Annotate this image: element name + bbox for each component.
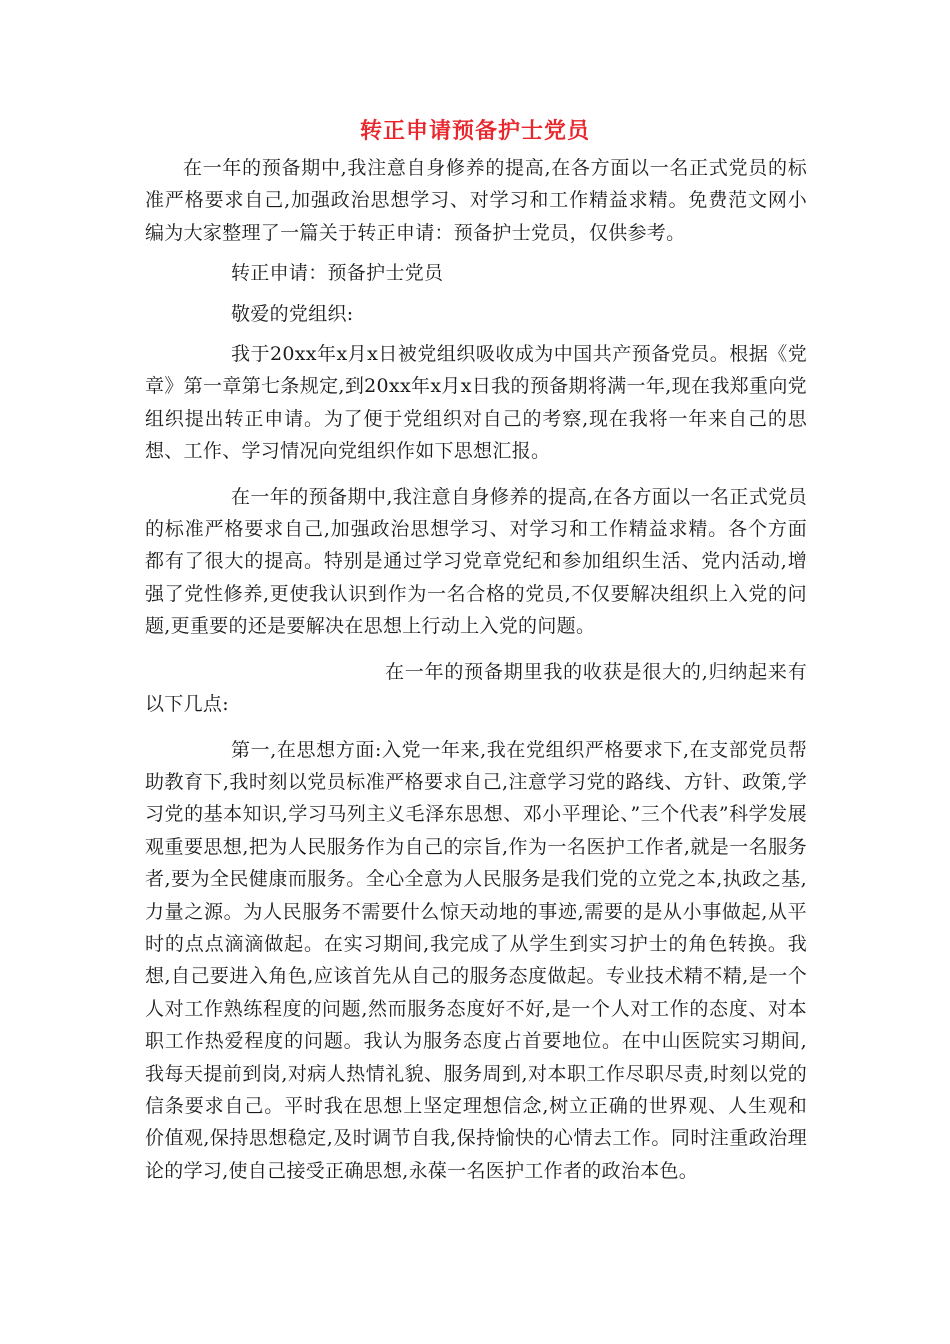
intro-paragraph: 在一年的预备期中,我注意自身修养的提高,在各方面以一名正式党员的标准严格要求自己,加强政治思想学习、对学习和工作精益求精。免费范文网小编为大家整理了一篇关于转正申请：预备护士党员，仅供参考。 [145,157,807,244]
body-paragraph: 我于20xx年x月x日被党组织吸收成为中国共产预备党员。根据《党章》第一章第七条规定,到20xx年x月x日我的预备期将满一年,现在我郑重向党组织提出转正申请。为了便于党组织对自己的考察,现在我将一年来自己的思想、工作、学习情况向党组织作如下思想汇报。 [145,343,807,463]
body-paragraph: 在一年的预备期里我的收获是很大的,归纳起来有以下几点: [145,660,807,716]
subtitle-line: 转正申请：预备护士党员 [231,262,444,285]
body-paragraph: 第一,在思想方面:入党一年来,我在党组织严格要求下,在支部党员帮助教育下,我时刻以党员标准严格要求自己,注意学习党的路线、方针、政策,学习党的基本知识,学习马列主义毛泽东思想、邓小平理论、”三个代表”科学发展观重要思想,把为人民服务作为自己的宗旨,作为一名医护工作者,就是一名服务者,要为全民健康而服务。全心全意为人民服务是我们党的立党之本,执政之基,力量之源。为人民服务不需要什么惊天动地的事迹,需要的是从小事做起,从平时的点点滴滴做起。在实习期间,我完成了从学生到实习护士的角色转换。我想,自己要进入角色,应该首先从自己的服务态度做起。专业技术精不精,是一个人对工作熟练程度的问题,然而服务态度好不好,是一个人对工作的态度、对本职工作热爱程度的问题。我认为服务态度占首要地位。在中山医院实习期间,我每天提前到岗,对病人热情礼貌、服务周到,对本职工作尽职尽责,时刻以党的信条要求自己。平时我在思想上坚定理想信念,树立正确的世界观、人生观和价值观,保持思想稳定,及时调节自我,保持愉快的心情去工作。同时注重政治理论的学习,使自己接受正确思想,永葆一名医护工作者的政治本色。 [145,738,807,1182]
body-paragraph: 在一年的预备期中,我注意自身修养的提高,在各方面以一名正式党员的标准严格要求自己,加强政治思想学习、对学习和工作精益求精。各个方面都有了很大的提高。特别是通过学习党章党纪和参加组织生活、党内活动,增强了党性修养,更使我认识到作为一名合格的党员,不仅要解决组织上入党的问题,更重要的还是要解决在思想上行动上入党的问题。 [145,485,807,638]
document-title: 转正申请预备护士党员 [359,119,590,144]
salutation: 敬爱的党组织: [231,302,354,325]
document-body [145,152,807,1187]
